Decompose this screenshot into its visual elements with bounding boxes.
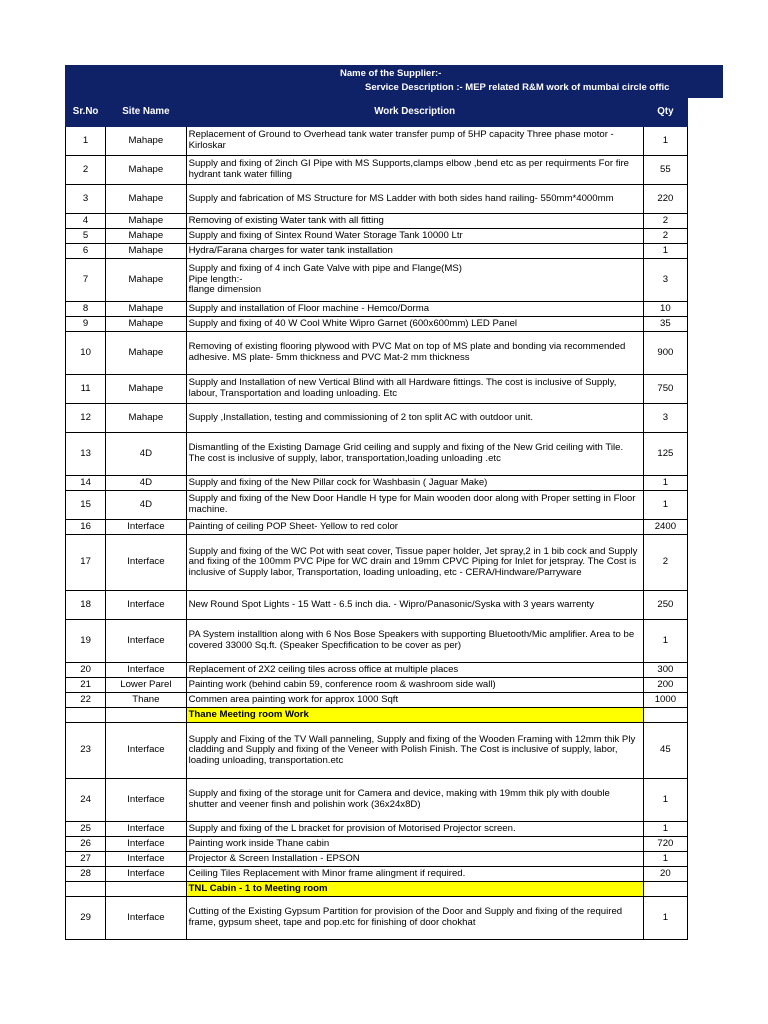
work-table bbox=[65, 98, 688, 940]
cell-site bbox=[106, 882, 186, 897]
cell-srno: 18 bbox=[66, 591, 106, 620]
table-row bbox=[66, 375, 688, 404]
cell-description: Hydra/Farana charges for water tank installation bbox=[186, 244, 643, 259]
cell-description: Removing of existing Water tank with all fitting bbox=[186, 214, 643, 229]
table-row bbox=[66, 535, 688, 591]
cell-qty: 20 bbox=[643, 867, 687, 882]
table-row bbox=[66, 214, 688, 229]
table-row bbox=[66, 433, 688, 476]
cell-qty: 1 bbox=[643, 779, 687, 822]
table-row bbox=[66, 852, 688, 867]
table-row bbox=[66, 302, 688, 317]
cell-description: Painting of ceiling POP Sheet- Yellow to red color bbox=[186, 520, 643, 535]
cell-qty: 3 bbox=[643, 259, 687, 302]
header-banner bbox=[65, 65, 723, 98]
cell-site: Interface bbox=[106, 867, 186, 882]
cell-srno: 22 bbox=[66, 693, 106, 708]
cell-site: 4D bbox=[106, 476, 186, 491]
table-row bbox=[66, 897, 688, 940]
cell-qty: 2400 bbox=[643, 520, 687, 535]
cell-site: Thane bbox=[106, 693, 186, 708]
table-row bbox=[66, 317, 688, 332]
cell-description: PA System installtion along with 6 Nos Bose Speakers with supporting Bluetooth/Mic amplifier. Area to be covered 33000 Sq.ft. (Speaker Specfification to be cover as per) bbox=[186, 620, 643, 663]
cell-description: Dismantling of the Existing Damage Grid ceiling and supply and fixing of the New Grid ceiling with Tile. The cost is inclusive of supply, labor, transportation,loading unloading .etc bbox=[186, 433, 643, 476]
col-header-srno: Sr.No bbox=[66, 99, 106, 127]
table-row bbox=[66, 867, 688, 882]
cell-qty: 1 bbox=[643, 244, 687, 259]
table-row bbox=[66, 244, 688, 259]
cell-srno: 5 bbox=[66, 229, 106, 244]
cell-qty: 250 bbox=[643, 591, 687, 620]
cell-description: Supply and fixing of the L bracket for provision of Motorised Projector screen. bbox=[186, 822, 643, 837]
cell-srno: 2 bbox=[66, 156, 106, 185]
cell-site bbox=[106, 708, 186, 723]
cell-site: Mahape bbox=[106, 127, 186, 156]
cell-description: Supply and fixing of 2inch GI Pipe with MS Supports,clamps elbow ,bend etc as per requirments For fire hydrant tank water filling bbox=[186, 156, 643, 185]
cell-site: Interface bbox=[106, 520, 186, 535]
supplier-label: Name of the Supplier:- bbox=[340, 68, 442, 79]
cell-site: Interface bbox=[106, 852, 186, 867]
service-description: Service Description :- MEP related R&M work of mumbai circle offic bbox=[365, 82, 670, 93]
cell-description: Supply and fixing of Sintex Round Water Storage Tank 10000 Ltr bbox=[186, 229, 643, 244]
cell-description: Removing of existing flooring plywood with PVC Mat on top of MS plate and bonding via recommended adhesive. MS plate- 5mm thickness and PVC Mat-2 mm thickness bbox=[186, 332, 643, 375]
cell-qty: 720 bbox=[643, 837, 687, 852]
cell-description: Supply and fixing of 4 inch Gate Valve with pipe and Flange(MS) Pipe length:- flange dimension bbox=[186, 259, 643, 302]
cell-srno: 8 bbox=[66, 302, 106, 317]
cell-site: 4D bbox=[106, 433, 186, 476]
cell-qty: 900 bbox=[643, 332, 687, 375]
cell-srno: 23 bbox=[66, 723, 106, 779]
section-row bbox=[66, 882, 688, 897]
cell-description: Projector & Screen Installation - EPSON bbox=[186, 852, 643, 867]
table-row bbox=[66, 663, 688, 678]
table-row bbox=[66, 678, 688, 693]
cell-qty: 1 bbox=[643, 620, 687, 663]
cell-description: Painting work inside Thane cabin bbox=[186, 837, 643, 852]
cell-srno bbox=[66, 708, 106, 723]
cell-srno: 19 bbox=[66, 620, 106, 663]
cell-srno: 21 bbox=[66, 678, 106, 693]
cell-qty: 1 bbox=[643, 897, 687, 940]
cell-qty: 35 bbox=[643, 317, 687, 332]
cell-description: Supply and fixing of the WC Pot with seat cover, Tissue paper holder, Jet spray,2 in 1 bib cock and Supply and fixing of the 100mm PVC Pipe for WC drain and 19mm CPVC Piping for Inlet for jetspray. The Cost is inclusive of Supply labor, Transportation, loading unloading, etc - CERA/Hindware/Parryware bbox=[186, 535, 643, 591]
table-row bbox=[66, 185, 688, 214]
table-row bbox=[66, 620, 688, 663]
cell-srno: 4 bbox=[66, 214, 106, 229]
cell-description: Supply and Fixing of the TV Wall panneling, Supply and fixing of the Wooden Framing with 12mm thik Ply cladding and Supply and fixing of the Veneer with Polish Finish. The Cost is inclusive of supply, labor, loading unloading, transportation.etc bbox=[186, 723, 643, 779]
cell-srno: 1 bbox=[66, 127, 106, 156]
cell-site: Mahape bbox=[106, 214, 186, 229]
cell-srno: 29 bbox=[66, 897, 106, 940]
cell-srno: 10 bbox=[66, 332, 106, 375]
cell-description: Replacement of 2X2 ceiling tiles across office at multiple places bbox=[186, 663, 643, 678]
spreadsheet bbox=[65, 65, 723, 940]
cell-qty: 2 bbox=[643, 535, 687, 591]
cell-site: Interface bbox=[106, 535, 186, 591]
cell-description: Supply and Installation of new Vertical Blind with all Hardware fittings. The cost is inclusive of Supply, labour, Transportation and loading unloading. Etc bbox=[186, 375, 643, 404]
cell-srno bbox=[66, 882, 106, 897]
table-row bbox=[66, 520, 688, 535]
cell-site: Interface bbox=[106, 822, 186, 837]
cell-qty: 45 bbox=[643, 723, 687, 779]
cell-description: TNL Cabin - 1 to Meeting room bbox=[186, 882, 643, 897]
cell-site: Mahape bbox=[106, 302, 186, 317]
cell-description: Commen area painting work for approx 1000 Sqft bbox=[186, 693, 643, 708]
cell-site: Interface bbox=[106, 663, 186, 678]
cell-qty: 1 bbox=[643, 852, 687, 867]
table-row bbox=[66, 156, 688, 185]
cell-srno: 11 bbox=[66, 375, 106, 404]
cell-qty: 750 bbox=[643, 375, 687, 404]
cell-srno: 25 bbox=[66, 822, 106, 837]
cell-site: Mahape bbox=[106, 332, 186, 375]
cell-srno: 9 bbox=[66, 317, 106, 332]
cell-site: 4D bbox=[106, 491, 186, 520]
cell-description: New Round Spot Lights - 15 Watt - 6.5 inch dia. - Wipro/Panasonic/Syska with 3 years warrenty bbox=[186, 591, 643, 620]
cell-srno: 14 bbox=[66, 476, 106, 491]
header-row bbox=[66, 99, 688, 127]
cell-site: Interface bbox=[106, 897, 186, 940]
cell-description: Supply ,Installation, testing and commissioning of 2 ton split AC with outdoor unit. bbox=[186, 404, 643, 433]
table-row bbox=[66, 723, 688, 779]
cell-srno: 16 bbox=[66, 520, 106, 535]
cell-site: Mahape bbox=[106, 244, 186, 259]
cell-site: Mahape bbox=[106, 185, 186, 214]
cell-site: Interface bbox=[106, 837, 186, 852]
cell-site: Interface bbox=[106, 723, 186, 779]
cell-qty: 2 bbox=[643, 229, 687, 244]
cell-qty: 1000 bbox=[643, 693, 687, 708]
table-row bbox=[66, 404, 688, 433]
cell-site: Mahape bbox=[106, 404, 186, 433]
table-row bbox=[66, 693, 688, 708]
col-header-qty: Qty bbox=[643, 99, 687, 127]
cell-srno: 3 bbox=[66, 185, 106, 214]
cell-qty: 2 bbox=[643, 214, 687, 229]
cell-qty: 200 bbox=[643, 678, 687, 693]
cell-site: Interface bbox=[106, 591, 186, 620]
cell-qty: 1 bbox=[643, 476, 687, 491]
table-row bbox=[66, 476, 688, 491]
cell-description: Replacement of Ground to Overhead tank water transfer pump of 5HP capacity Three phase motor - Kirloskar bbox=[186, 127, 643, 156]
cell-description: Supply and installation of Floor machine - Hemco/Dorma bbox=[186, 302, 643, 317]
cell-srno: 17 bbox=[66, 535, 106, 591]
cell-site: Mahape bbox=[106, 229, 186, 244]
col-header-site: Site Name bbox=[106, 99, 186, 127]
table-row bbox=[66, 229, 688, 244]
section-row bbox=[66, 708, 688, 723]
cell-srno: 12 bbox=[66, 404, 106, 433]
cell-site: Interface bbox=[106, 779, 186, 822]
table-row bbox=[66, 822, 688, 837]
cell-qty: 300 bbox=[643, 663, 687, 678]
cell-srno: 26 bbox=[66, 837, 106, 852]
table-row bbox=[66, 591, 688, 620]
cell-description: Supply and fixing of the storage unit for Camera and device, making with 19mm thik ply with double shutter and veener finsh and polishin work (36x24x8D) bbox=[186, 779, 643, 822]
cell-site: Lower Parel bbox=[106, 678, 186, 693]
table-body bbox=[66, 127, 688, 940]
cell-srno: 28 bbox=[66, 867, 106, 882]
cell-srno: 15 bbox=[66, 491, 106, 520]
table-row bbox=[66, 491, 688, 520]
table-row bbox=[66, 779, 688, 822]
cell-qty: 10 bbox=[643, 302, 687, 317]
cell-qty: 220 bbox=[643, 185, 687, 214]
cell-srno: 7 bbox=[66, 259, 106, 302]
col-header-description: Work Description bbox=[186, 99, 643, 127]
table-row bbox=[66, 127, 688, 156]
cell-srno: 24 bbox=[66, 779, 106, 822]
cell-qty: 1 bbox=[643, 822, 687, 837]
table-row bbox=[66, 332, 688, 375]
cell-site: Mahape bbox=[106, 259, 186, 302]
cell-description: Supply and fixing of the New Door Handle H type for Main wooden door along with Proper setting in Floor machine. bbox=[186, 491, 643, 520]
cell-srno: 13 bbox=[66, 433, 106, 476]
cell-description: Painting work (behind cabin 59, conference room & washroom side wall) bbox=[186, 678, 643, 693]
cell-qty: 55 bbox=[643, 156, 687, 185]
cell-qty: 3 bbox=[643, 404, 687, 433]
cell-srno: 27 bbox=[66, 852, 106, 867]
cell-description: Supply and fixing of the New Pillar cock for Washbasin ( Jaguar Make) bbox=[186, 476, 643, 491]
cell-description: Ceiling Tiles Replacement with Minor frame alingment if required. bbox=[186, 867, 643, 882]
cell-qty: 1 bbox=[643, 127, 687, 156]
cell-qty bbox=[643, 708, 687, 723]
cell-description: Thane Meeting room Work bbox=[186, 708, 643, 723]
cell-srno: 20 bbox=[66, 663, 106, 678]
cell-srno: 6 bbox=[66, 244, 106, 259]
table-row bbox=[66, 259, 688, 302]
cell-site: Mahape bbox=[106, 317, 186, 332]
cell-qty: 1 bbox=[643, 491, 687, 520]
cell-site: Mahape bbox=[106, 375, 186, 404]
cell-site: Mahape bbox=[106, 156, 186, 185]
cell-description: Supply and fabrication of MS Structure for MS Ladder with both sides hand railing- 550mm*4000mm bbox=[186, 185, 643, 214]
table-row bbox=[66, 837, 688, 852]
cell-description: Supply and fixing of 40 W Cool White Wipro Garnet (600x600mm) LED Panel bbox=[186, 317, 643, 332]
cell-qty bbox=[643, 882, 687, 897]
cell-qty: 125 bbox=[643, 433, 687, 476]
cell-description: Cutting of the Existing Gypsum Partition for provision of the Door and Supply and fixing of the required frame, gypsum sheet, tape and pop.etc for finishing of door chokhat bbox=[186, 897, 643, 940]
cell-site: Interface bbox=[106, 620, 186, 663]
